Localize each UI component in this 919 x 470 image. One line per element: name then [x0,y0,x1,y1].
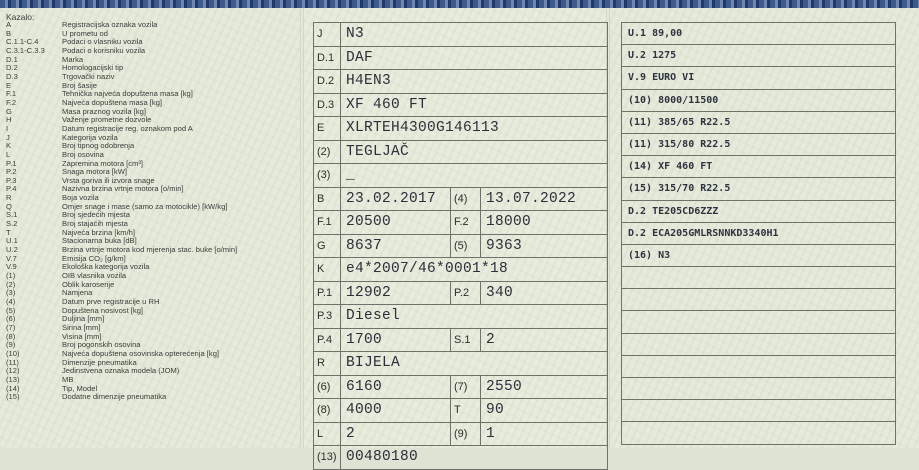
field-code: (8) [314,399,341,423]
additional-value [622,333,896,355]
legend-description: Snaga motora [kW] [62,168,127,177]
additional-row [622,156,896,178]
legend-row [6,281,296,290]
additional-row [622,178,896,200]
field-row-E [314,117,608,141]
additional-value: (11) 315/80 R22.5 [622,133,896,155]
legend-description: Emisija CO₂ [g/km] [62,254,126,263]
legend-code: U.1 [6,236,18,246]
additional-value [622,311,896,333]
legend-code: (13) [6,374,20,384]
field-row-P4-S1 [314,328,608,352]
legend-code: (7) [6,322,16,332]
legend-description: Broj šasije [62,81,98,90]
drive-axles-value: 1 [481,422,608,446]
color-value: BIJELA [341,352,608,376]
field-row-B-4 [314,187,608,211]
vehicle-category-value: N3 [341,23,608,47]
legend-description: Registracijska oznaka vozila [62,21,158,29]
legend-code: (2) [6,279,16,289]
legend-row [6,125,296,134]
field-row-2 [314,140,608,164]
in-traffic-since-value: 23.02.2017 [341,187,451,211]
legend-code: R [6,193,12,203]
field-row-G-5 [314,234,608,258]
legend-description: Masa praznog vozila [kg] [62,107,146,116]
field-row-P3 [314,305,608,329]
field-code: (2) [314,140,341,164]
legend-description: Broj stajaćih mjesta [62,220,128,229]
legend-code: S.2 [6,219,18,229]
legend-code: T [6,227,11,237]
legend-description: Datum registracije reg. oznakom pod A [62,124,193,133]
legend-description: Najveća brzina [km/h] [62,228,136,237]
legend-code: K [6,141,12,151]
legend-row [6,177,296,186]
legend-list [6,21,296,402]
field-code: (9) [451,422,481,446]
legend-code: L [6,149,11,159]
additional-value: (16) N3 [622,244,896,266]
additional-row [622,333,896,355]
legend-code: (14) [6,383,20,393]
chassis-number-value: XLRTEH4300G146113 [341,117,608,141]
legend-description: Visina [mm] [62,332,102,341]
legend-row [6,220,296,229]
legend-row [6,289,296,298]
legend-description: Stacionarna buka [dB] [62,237,137,246]
legend-code: F.2 [6,97,17,107]
additional-row [622,311,896,333]
legend-description: Širina [mm] [62,323,101,332]
legend-row [6,229,296,238]
registration-data-table [313,22,608,470]
additional-value [622,355,896,377]
additional-row [622,111,896,133]
max-speed-value: 90 [481,399,608,423]
legend-description: Podaci o korisniku vozila [62,46,146,55]
legend-row [6,307,296,316]
legend-description: Duljina [mm] [62,315,105,324]
type-approval-value: e4*2007/46*0001*18 [341,258,608,282]
length-value: 6160 [341,375,451,399]
field-code: P.3 [314,305,341,329]
field-row-K [314,258,608,282]
legend-code: D.1 [6,54,18,64]
field-code: (7) [451,375,481,399]
legend-code: (11) [6,357,19,367]
field-code: (3) [314,164,341,188]
legend-description: Podaci o vlasniku vozila [62,38,143,47]
field-row-6-7 [314,375,608,399]
field-code: E [314,117,341,141]
legend-code: P.4 [6,184,17,194]
additional-row [622,23,896,45]
additional-row [622,355,896,377]
additional-row [622,200,896,222]
field-row-D3 [314,93,608,117]
body-shape-value: TEGLJAČ [341,140,608,164]
seats-value: 2 [481,328,608,352]
legend-description: Brzina vrtnje motora kod mjerenja stac. buke [o/min] [62,246,238,255]
legend-description: Važenje prometne dozvole [62,116,152,125]
fuel-type-value: Diesel [341,305,608,329]
legend-row [6,376,296,385]
additional-value: (11) 385/65 R22.5 [622,111,896,133]
legend-description: Dimenzije pneumatika [62,358,137,367]
additional-value: (10) 8000/11500 [622,89,896,111]
legend-description: Marka [62,55,84,64]
additional-row [622,222,896,244]
legend-description: OIB vlasnika vozila [62,272,127,281]
width-value: 2550 [481,375,608,399]
legend-description: Broj pogonskih osovina [62,341,141,350]
field-row-J [314,23,608,47]
legend-code: Q [6,201,12,211]
legend-code: U.2 [6,245,18,255]
engine-power-value: 340 [481,281,608,305]
legend-code: A [6,20,12,29]
legend-row [6,73,296,82]
field-code: (4) [451,187,481,211]
additional-value: (14) XF 460 FT [622,156,896,178]
legend-row [6,82,296,91]
legend-row [6,263,296,272]
additional-value [622,289,896,311]
additional-value [622,267,896,289]
legend-description: Vrsta goriva ili izvora snage [62,176,155,185]
additional-value: U.1 89,00 [622,23,896,45]
field-code: J [314,23,341,47]
legend-row [6,203,296,212]
field-row-D2 [314,70,608,94]
field-row-13 [314,446,608,470]
legend-code: (15) [6,392,20,402]
additional-row [622,400,896,422]
field-code: (5) [451,234,481,258]
field-row-R [314,352,608,376]
field-code: (6) [314,375,341,399]
additional-value: V.9 EURO VI [622,67,896,89]
legend-code: (1) [6,271,16,281]
legend-description: Omjer snage i mase (samo za motocikle) [kW/kg] [62,202,228,211]
field-code: P.4 [314,328,341,352]
additional-value: (15) 315/70 R22.5 [622,178,896,200]
legend-code: P.2 [6,167,17,177]
legend-row [6,298,296,307]
legend-description: Kategorija vozila [62,133,118,142]
legend-row [6,211,296,220]
first-registration-value: 13.07.2022 [481,187,608,211]
legend-code: (9) [6,340,16,350]
field-row-P1-P2 [314,281,608,305]
legend-row [6,255,296,264]
legend-row [6,134,296,143]
additional-value: U.2 1275 [622,45,896,67]
legend-code: I [6,123,9,133]
legend-description: Trgovački naziv [62,72,115,81]
make-value: DAF [341,46,608,70]
homologation-type-value: H4EN3 [341,70,608,94]
field-row-3 [314,164,608,188]
additional-value [622,422,896,444]
legend-description: Zapremina motora [cm³] [62,159,144,168]
max-mass-value: 18000 [481,211,608,235]
additional-row [622,378,896,400]
field-code: D.1 [314,46,341,70]
legend-code: (3) [6,288,16,298]
legend-title: Kazalo: [6,12,35,22]
legend-row [6,324,296,333]
field-row-L-9 [314,422,608,446]
field-code: L [314,422,341,446]
legend-code: V.9 [6,262,17,272]
legend-row [6,142,296,151]
payload-value: 9363 [481,234,608,258]
legend-row [6,38,296,47]
field-row-D1 [314,46,608,70]
legend-description: Nazivna brzina vrtnje motora [o/min] [62,185,184,194]
additional-data-table [621,22,896,445]
legend-code: (4) [6,297,16,306]
legend-code: P.3 [6,175,17,185]
legend-code: (6) [6,314,16,324]
legend-code: V.7 [6,253,17,263]
legend-row [6,367,296,376]
legend-code: D.3 [6,71,18,81]
field-code: S.1 [451,328,481,352]
legend-description: Najveća dopuštena osovinska opterećenja [kg] [62,349,220,358]
legend-code: F.1 [6,89,17,99]
legend-code: S.1 [6,210,18,220]
legend-code: J [6,132,10,142]
legend-description: Broj tipnog odobrenja [62,142,135,151]
legend-description: Dodatne dimenzije pneumatika [62,393,167,402]
additional-value: D.2 ECA205GMLRSNNKD3340H1 [622,222,896,244]
legend-code: C.1.1-C.4 [6,37,39,47]
legend-description: Oblik karoserije [62,280,115,289]
legend-code: (10) [6,348,20,358]
field-code: K [314,258,341,282]
legend-description: MB [62,375,74,384]
field-code: G [314,234,341,258]
legend-row [6,246,296,255]
additional-row [622,244,896,266]
field-code: D.2 [314,70,341,94]
additional-row [622,289,896,311]
field-row-8-T [314,399,608,423]
additional-value [622,378,896,400]
field-code: D.3 [314,93,341,117]
additional-row [622,67,896,89]
legend-description: Tip, Model [62,384,98,393]
legend-row [6,47,296,56]
trade-name-value: XF 460 FT [341,93,608,117]
technical-max-mass-value: 20500 [341,211,451,235]
legend-code: C.3.1-C.3.3 [6,45,45,55]
legend-row [6,350,296,359]
legend-row [6,393,296,402]
additional-row [622,133,896,155]
purpose-value: _ [341,164,608,188]
legend-row [6,194,296,203]
additional-value [622,400,896,422]
additional-row [622,45,896,67]
legend-row [6,108,296,117]
legend-description: Najveća dopuštena masa [kg] [62,98,163,107]
legend-code: (12) [6,366,20,376]
legend-code: (5) [6,305,16,315]
axles-value: 2 [341,422,451,446]
legend-row [6,185,296,194]
additional-row [622,267,896,289]
field-code: P.1 [314,281,341,305]
legend-code: H [6,115,12,125]
field-code: F.2 [451,211,481,235]
legend-code: G [6,106,12,116]
legend-row [6,160,296,169]
additional-row [622,422,896,444]
legend-code: P.1 [6,158,17,168]
field-code: B [314,187,341,211]
legend-code: E [6,80,12,90]
legend-description: Boja vozila [62,194,99,203]
legend-code: D.2 [6,63,18,73]
field-code: (13) [314,446,341,470]
legend-row [6,99,296,108]
field-code: T [451,399,481,423]
legend-row [6,90,296,99]
legend-description: Dopuštena nosivost [kg] [62,306,144,315]
legend-row [6,272,296,281]
additional-value: D.2 TE205CD6ZZZ [622,200,896,222]
legend-code: B [6,28,12,38]
legend-row [6,56,296,65]
height-value: 4000 [341,399,451,423]
legend-description: Jedinstvena oznaka modela (JOM) [62,367,180,376]
legend-description: U prometu od [62,29,109,38]
legend-description: Broj osovina [62,150,104,159]
legend-row [6,237,296,246]
legend-description: Tehnička najveća dopuštena masa [kg] [62,90,193,99]
legend-description: Ekološka kategorija vozila [62,263,150,272]
legend-row [6,30,296,39]
legend-row [6,151,296,160]
legend-row [6,385,296,394]
legend-description: Datum prve registracije u RH [62,298,160,306]
legend-row [6,341,296,350]
additional-row [622,89,896,111]
legend-code: (8) [6,331,16,341]
legend-description: Homologacijski tip [62,64,124,73]
field-row-F1-F2 [314,211,608,235]
legend-row [6,21,296,30]
empty-mass-value: 8637 [341,234,451,258]
legend-row [6,359,296,368]
field-code: R [314,352,341,376]
page-fold [300,8,304,448]
legend-row [6,315,296,324]
field-code: F.1 [314,211,341,235]
legend-row [6,168,296,177]
legend-row [6,116,296,125]
legend-description: Broj sjedećih mjesta [62,211,130,220]
rated-speed-value: 1700 [341,328,451,352]
engine-capacity-value: 12902 [341,281,451,305]
top-edge-strip [0,0,919,8]
legend-row [6,64,296,73]
legend-description: Namjena [62,289,93,298]
legend-row [6,333,296,342]
mb-value: 00480180 [341,446,608,470]
field-code: P.2 [451,281,481,305]
